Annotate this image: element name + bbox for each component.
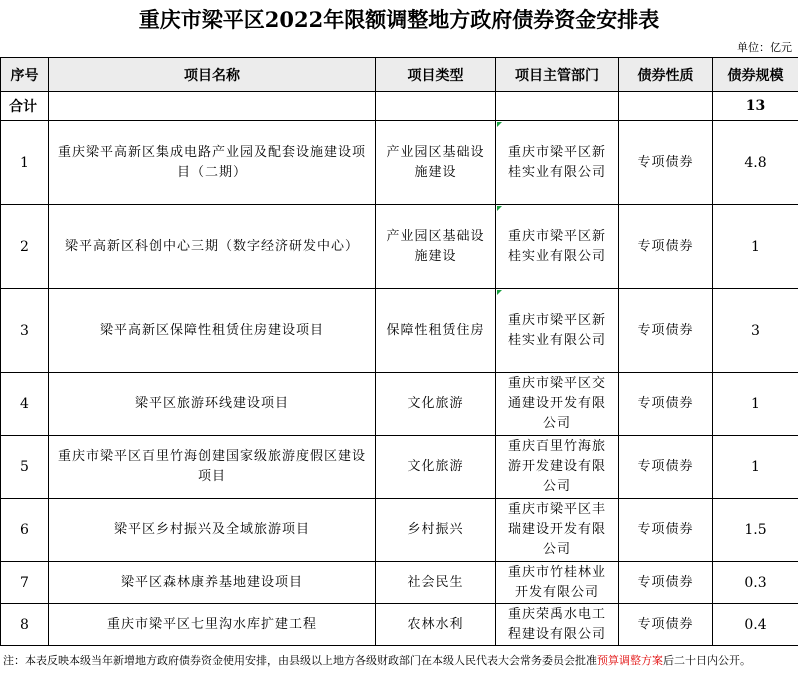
row-project-type: 保障性租赁住房 (376, 289, 496, 373)
row-department: 重庆市梁平区新桂实业有限公司 (496, 205, 619, 289)
table-row (1, 604, 798, 646)
row-no: 8 (1, 604, 49, 646)
row-bond-scale: 0.3 (713, 562, 798, 604)
row-no: 4 (1, 373, 49, 436)
row-bond-nature: 专项债券 (619, 604, 713, 646)
row-project-name: 重庆梁平高新区集成电路产业园及配套设施建设项目（二期） (49, 121, 376, 205)
row-project-name: 梁平区旅游环线建设项目 (49, 373, 376, 436)
row-project-type: 文化旅游 (376, 373, 496, 436)
row-no: 7 (1, 562, 49, 604)
row-bond-scale: 1.5 (713, 499, 798, 562)
row-project-name: 梁平高新区保障性租赁住房建设项目 (49, 289, 376, 373)
row-department: 重庆市梁平区新桂实业有限公司 (496, 289, 619, 373)
header-project-type: 项目类型 (376, 58, 496, 92)
row-department: 重庆市梁平区新桂实业有限公司 (496, 121, 619, 205)
row-bond-nature: 专项债券 (619, 121, 713, 205)
table-row (1, 121, 798, 205)
header-department: 项目主管部门 (496, 58, 619, 92)
header-bond-scale: 债券规模 (713, 58, 798, 92)
table-row (1, 373, 798, 436)
table-row (1, 499, 798, 562)
row-project-name: 梁平区森林康养基地建设项目 (49, 562, 376, 604)
row-bond-nature: 专项债券 (619, 562, 713, 604)
row-bond-scale: 4.8 (713, 121, 798, 205)
total-empty-cell (619, 92, 713, 121)
total-value: 13 (713, 92, 798, 121)
row-bond-scale: 0.4 (713, 604, 798, 646)
row-project-name: 梁平区乡村振兴及全域旅游项目 (49, 499, 376, 562)
header-project-name: 项目名称 (49, 58, 376, 92)
header-bond-nature: 债券性质 (619, 58, 713, 92)
row-no: 1 (1, 121, 49, 205)
row-project-type: 农林水利 (376, 604, 496, 646)
table-row (1, 289, 798, 373)
row-project-type: 乡村振兴 (376, 499, 496, 562)
row-no: 5 (1, 436, 49, 499)
row-no: 3 (1, 289, 49, 373)
row-bond-scale: 1 (713, 205, 798, 289)
row-bond-scale: 1 (713, 373, 798, 436)
row-department: 重庆荣禹水电工程建设有限公司 (496, 604, 619, 646)
row-project-name: 重庆市梁平区七里沟水库扩建工程 (49, 604, 376, 646)
header-row (1, 58, 798, 92)
row-department: 重庆市竹桂林业开发有限公司 (496, 562, 619, 604)
row-project-type: 文化旅游 (376, 436, 496, 499)
row-bond-nature: 专项债券 (619, 205, 713, 289)
table-row (1, 205, 798, 289)
footnote-highlight: 预算调整方案 (597, 655, 663, 667)
footnote-text: 注：本表反映本级当年新增地方政府债券资金使用安排，由县级以上地方各级财政部门在本级人民代表大会常务委员会批准 (3, 655, 597, 667)
total-empty-cell (49, 92, 376, 121)
row-project-name: 梁平高新区科创中心三期（数字经济研发中心） (49, 205, 376, 289)
header-no: 序号 (1, 58, 49, 92)
row-bond-scale: 3 (713, 289, 798, 373)
row-department: 重庆市梁平区交通建设开发有限公司 (496, 373, 619, 436)
table-row (1, 562, 798, 604)
footnote-text-end: 后二十日内公开。 (663, 655, 751, 667)
row-no: 2 (1, 205, 49, 289)
total-empty-cell (496, 92, 619, 121)
row-bond-nature: 专项债券 (619, 373, 713, 436)
bond-table (0, 57, 798, 646)
row-department: 重庆百里竹海旅游开发建设有限公司 (496, 436, 619, 499)
footnote (3, 654, 795, 669)
row-bond-nature: 专项债券 (619, 289, 713, 373)
row-bond-nature: 专项债券 (619, 499, 713, 562)
total-row (1, 92, 798, 121)
row-department: 重庆市梁平区丰瑞建设开发有限公司 (496, 499, 619, 562)
row-project-type: 产业园区基础设施建设 (376, 205, 496, 289)
row-project-type: 产业园区基础设施建设 (376, 121, 496, 205)
total-empty-cell (376, 92, 496, 121)
row-project-name: 重庆市梁平区百里竹海创建国家级旅游度假区建设项目 (49, 436, 376, 499)
table-row (1, 436, 798, 499)
page-title: 重庆市梁平区2022年限额调整地方政府债券资金安排表 (138, 7, 660, 32)
row-bond-scale: 1 (713, 436, 798, 499)
unit-label: 单位：亿元 (737, 42, 792, 54)
row-project-type: 社会民生 (376, 562, 496, 604)
row-bond-nature: 专项债券 (619, 436, 713, 499)
row-no: 6 (1, 499, 49, 562)
total-label: 合计 (1, 92, 49, 121)
